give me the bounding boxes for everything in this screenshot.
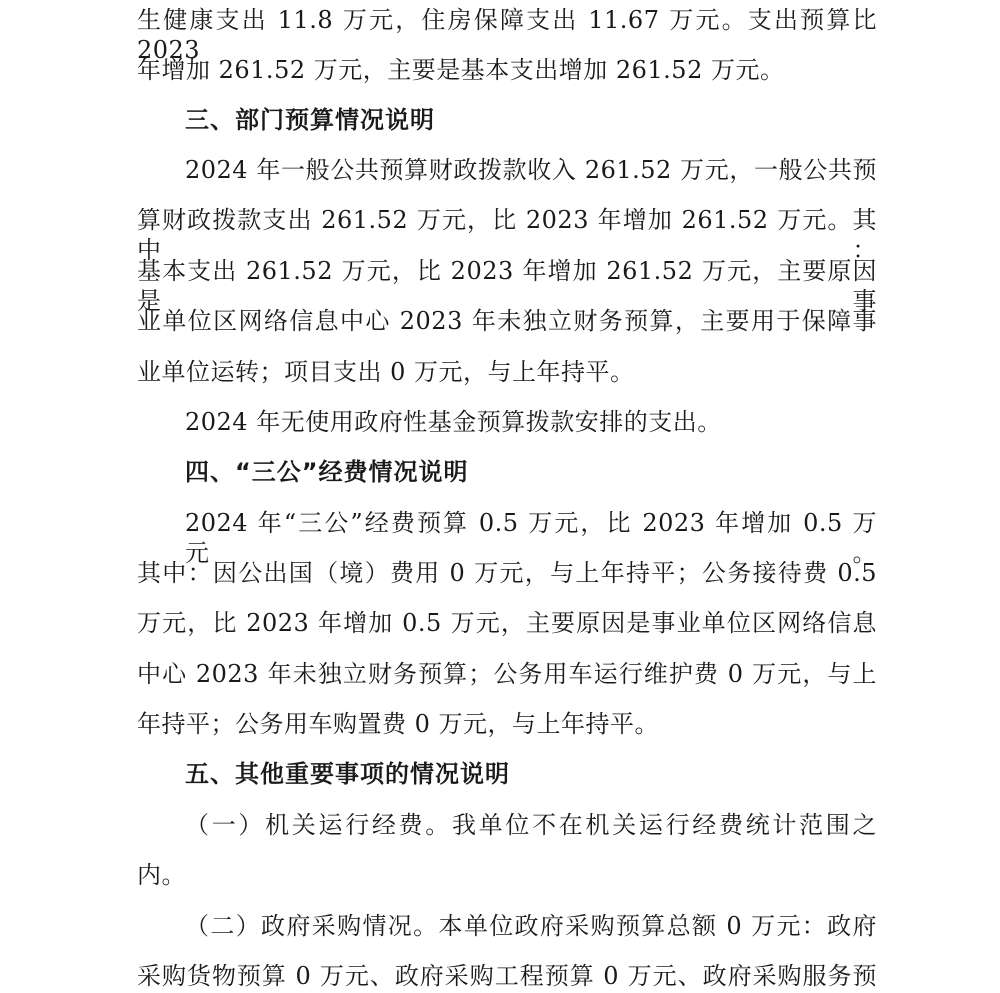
body-line-15: 年持平；公务用车购置费 0 万元，与上年持平。 — [137, 710, 660, 738]
body-line-13: 万元，比 2023 年增加 0.5 万元，主要原因是事业单位区网络信息 — [137, 609, 877, 637]
body-line-9: 2024 年无使用政府性基金预算拨款安排的支出。 — [185, 408, 722, 436]
body-line-18: 内。 — [137, 861, 186, 889]
body-line-8: 业单位运转；项目支出 0 万元，与上年持平。 — [137, 358, 635, 386]
body-line-17: （一）机关运行经费。我单位不在机关运行经费统计范围之 — [185, 811, 877, 839]
section-heading-3: 三、部门预算情况说明 — [185, 106, 435, 134]
body-line-11: 2024 年“三公”经费预算 0.5 万元，比 2023 年增加 0.5 万元。 — [185, 509, 877, 567]
section-heading-4: 四、“三公”经费情况说明 — [185, 458, 469, 486]
body-line-7: 业单位区网络信息中心 2023 年未独立财务预算，主要用于保障事 — [137, 307, 877, 335]
body-line-14: 中心 2023 年未独立财务预算；公务用车运行维护费 0 万元，与上 — [137, 660, 877, 688]
section-heading-5: 五、其他重要事项的情况说明 — [185, 760, 510, 788]
body-line-19: （二）政府采购情况。本单位政府采购预算总额 0 万元：政府 — [185, 912, 877, 940]
body-line-20: 采购货物预算 0 万元、政府采购工程预算 0 万元、政府采购服务预 — [137, 962, 877, 990]
body-line-1: 生健康支出 11.8 万元，住房保障支出 11.67 万元。支出预算比 2023 — [137, 6, 877, 64]
body-line-5: 算财政拨款支出 261.52 万元，比 2023 年增加 261.52 万元。其中： — [137, 206, 877, 264]
body-line-2: 年增加 261.52 万元，主要是基本支出增加 261.52 万元。 — [137, 56, 785, 84]
body-line-12: 其中：因公出国（境）费用 0 万元，与上年持平；公务接待费 0.5 — [137, 559, 877, 587]
body-line-6: 基本支出 261.52 万元，比 2023 年增加 261.52 万元，主要原因是事 — [137, 257, 877, 315]
body-line-4: 2024 年一般公共预算财政拨款收入 261.52 万元，一般公共预 — [185, 156, 877, 184]
